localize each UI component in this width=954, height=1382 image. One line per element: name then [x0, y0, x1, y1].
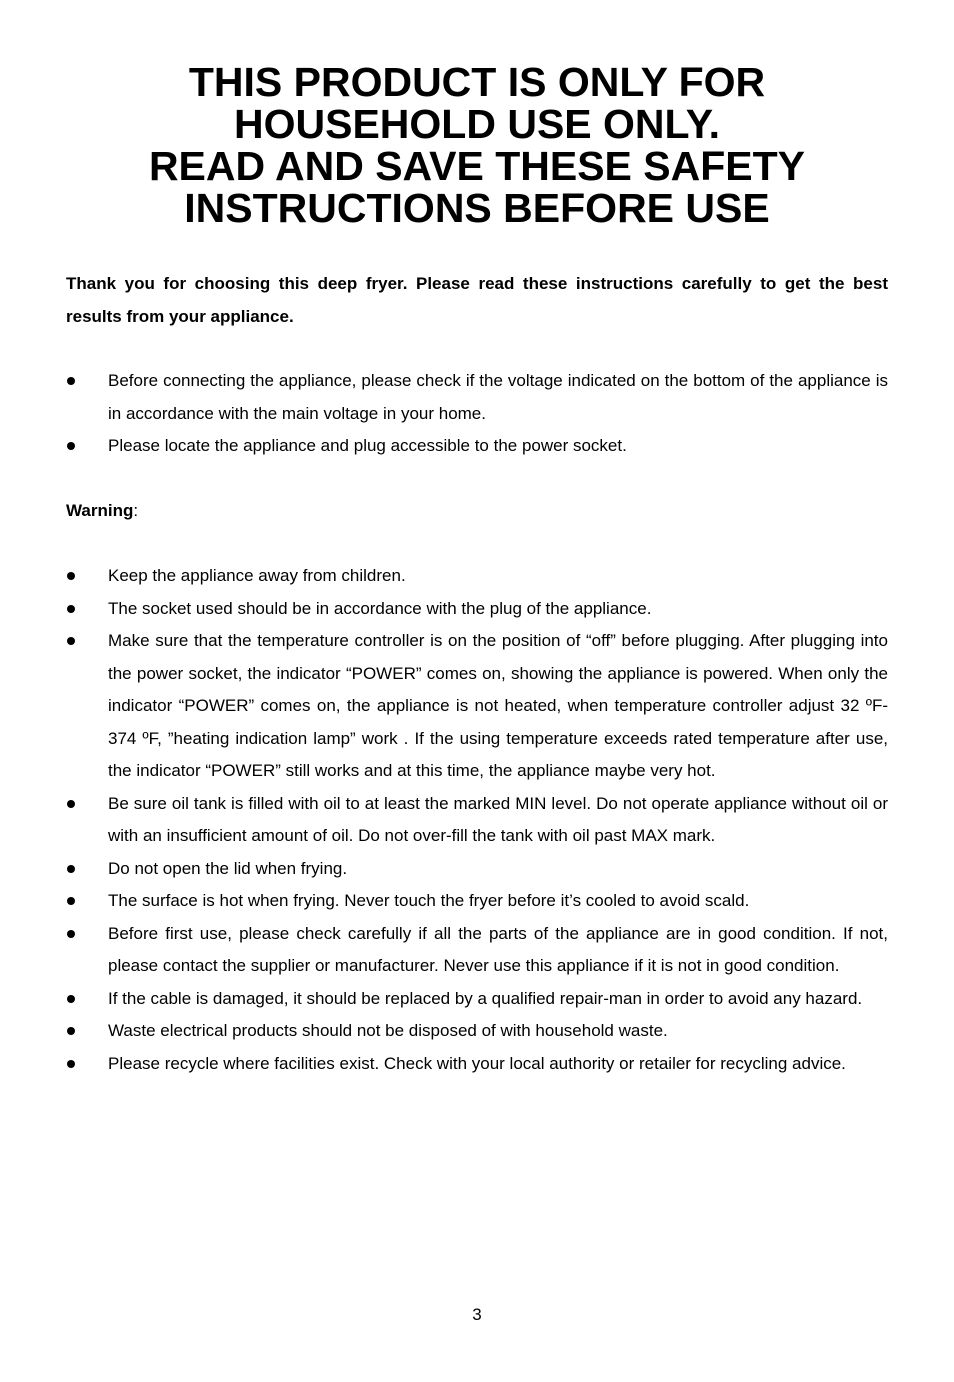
page-number: 3 — [472, 1305, 482, 1324]
list-item-text: Be sure oil tank is filled with oil to at least the marked MIN level. Do not operate appliance without oil or with an insufficient amount of oil. Do not over-fill the tank with oil past MAX mark. — [108, 793, 888, 845]
intro-paragraph: Thank you for choosing this deep fryer. Please read these instructions carefully to get the best results from your appliance. — [66, 274, 888, 326]
warning-heading — [66, 495, 138, 528]
preparation-list — [66, 365, 888, 463]
bullet-icon — [67, 995, 75, 1003]
title-line: THIS PRODUCT IS ONLY FOR — [188, 59, 766, 105]
list-item-text: The surface is hot when frying. Never touch the fryer before it’s cooled to avoid scald. — [108, 891, 750, 910]
list-item — [66, 885, 888, 918]
list-item — [66, 853, 888, 886]
list-item — [66, 1048, 888, 1081]
list-item — [66, 365, 888, 430]
list-item — [66, 983, 888, 1016]
title-line: HOUSEHOLD USE ONLY. — [233, 101, 720, 147]
list-item-text: Do not open the lid when frying. — [108, 858, 348, 878]
list-item — [66, 1015, 888, 1048]
bullet-icon — [67, 897, 75, 905]
title-line: INSTRUCTIONS BEFORE USE — [184, 185, 770, 231]
bullet-icon — [67, 377, 75, 385]
list-item-text: If the cable is damaged, it should be replaced by a qualified repair-man in order to avoid any hazard. — [108, 988, 863, 1008]
warning-colon: : — [133, 501, 139, 520]
page-title — [66, 61, 888, 229]
bullet-icon — [67, 800, 75, 808]
list-item-text: Before connecting the appliance, please check if the voltage indicated on the bottom of the appliance is in accordance with the main voltage in your home. — [108, 371, 888, 423]
bullet-icon — [67, 442, 75, 450]
bullet-icon — [67, 572, 75, 580]
list-item-text: Make sure that the temperature controller is on the position of “off” before plugging. After plugging into the power socket, the indicator “POWER” comes on, showing the appliance is powered. When only the indicator “POWER” comes on, the appliance is not heated, when temperature controller adjust 32 ºF-374 ºF, ”heating indication lamp” work . If the using temperature exceeds rated temperature after use, the indicator “POWER” still works and at this time, the appliance maybe very hot. — [108, 631, 888, 780]
list-item-text: Keep the appliance away from children. — [108, 566, 406, 585]
bullet-icon — [67, 930, 75, 938]
bullet-icon — [67, 605, 75, 613]
warning-label: Warning — [66, 501, 134, 520]
list-item — [66, 593, 888, 626]
list-item-text: Please recycle where facilities exist. Check with your local authority or retailer for recycling advice. — [108, 1053, 846, 1073]
list-item-text: The socket used should be in accordance with the plug of the appliance. — [108, 598, 652, 618]
bullet-icon — [67, 1060, 75, 1068]
list-item-text: Please locate the appliance and plug accessible to the power socket. — [108, 436, 627, 455]
list-item-text: Waste electrical products should not be disposed of with household waste. — [108, 1021, 668, 1040]
list-item — [66, 788, 888, 853]
title-line: READ AND SAVE THESE SAFETY — [148, 143, 806, 189]
list-item — [66, 625, 888, 788]
list-item — [66, 560, 888, 593]
warning-list — [66, 560, 888, 1080]
bullet-icon — [67, 1027, 75, 1035]
bullet-icon — [67, 865, 75, 873]
list-item — [66, 918, 888, 983]
list-item — [66, 430, 888, 463]
list-item-text: Before first use, please check carefully if all the parts of the appliance are in good condition. If not, please contact the supplier or manufacturer. Never use this appliance if it is not in good condition. — [108, 923, 888, 975]
bullet-icon — [67, 637, 75, 645]
